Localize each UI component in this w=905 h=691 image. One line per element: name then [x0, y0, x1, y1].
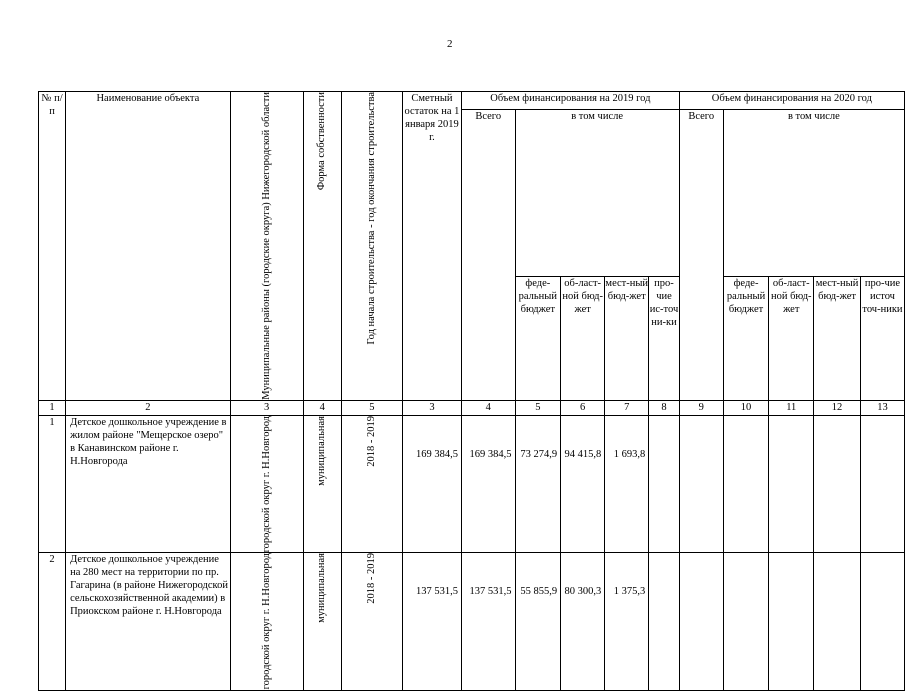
header-regional-2020: об-ласт-ной бюд-жет [769, 276, 814, 400]
column-number: 13 [860, 400, 904, 415]
header-total-2019: Всего [461, 110, 515, 401]
row-regional-2019: 94 415,8 [561, 415, 605, 552]
row-local-2019: 1 375,3 [605, 553, 649, 690]
column-number-row [39, 400, 905, 415]
row-balance: 169 384,5 [402, 415, 461, 552]
header-federal-2020: феде-ральный бюджет [723, 276, 769, 400]
row-name: Детское дошкольное учреждение в жилом районе "Мещерское озеро" в Канавинском районе г. Н.Новгорода [66, 415, 231, 552]
header-name: Наименование объекта [66, 92, 231, 401]
row-regional-2019: 80 300,3 [561, 553, 605, 690]
header-ownership: Форма собственности [303, 92, 341, 401]
row-other-2020 [860, 415, 904, 552]
header-federal-2019: феде-ральный бюджет [515, 276, 561, 400]
header-balance: Сметный остаток на 1 января 2019 г. [402, 92, 461, 401]
row-num: 2 [39, 553, 66, 690]
column-number: 12 [814, 400, 861, 415]
header-total-2020: Всего [679, 110, 723, 401]
row-ownership: муниципальная [303, 415, 341, 552]
table-row [39, 553, 905, 690]
header-including-2019: в том числе [515, 110, 679, 277]
header-local-2020: мест-ный бюд-жет [814, 276, 861, 400]
column-number: 11 [769, 400, 814, 415]
row-federal-2020 [723, 415, 769, 552]
row-federal-2019: 55 855,9 [515, 553, 561, 690]
header-regional-2019: об-ласт-ной бюд-жет [561, 276, 605, 400]
header-fin-2019: Объем финансирования на 2019 год [461, 92, 679, 110]
row-years: 2018 - 2019 [341, 415, 402, 552]
column-number: 10 [723, 400, 769, 415]
column-number: 9 [679, 400, 723, 415]
column-number: 3 [402, 400, 461, 415]
header-local-2019: мест-ный бюд-жет [605, 276, 649, 400]
page-number: 2 [447, 38, 453, 50]
row-district: городской округ г. Н.Новгород [230, 415, 303, 552]
header-including-2020: в том числе [723, 110, 904, 277]
column-number: 7 [605, 400, 649, 415]
column-number: 6 [561, 400, 605, 415]
column-number: 3 [230, 400, 303, 415]
row-total-2019: 169 384,5 [461, 415, 515, 552]
row-total-2020 [679, 415, 723, 552]
financing-table [38, 91, 905, 691]
column-number: 5 [515, 400, 561, 415]
row-local-2020 [814, 553, 861, 690]
column-number: 1 [39, 400, 66, 415]
row-total-2020 [679, 553, 723, 690]
row-local-2020 [814, 415, 861, 552]
header-district: Муниципальные районы (городские округа) Нижегородской области [230, 92, 303, 401]
table-row [39, 415, 905, 552]
column-number: 4 [303, 400, 341, 415]
row-years: 2018 - 2019 [341, 553, 402, 690]
row-name: Детское дошкольное учреждение на 280 мест на территории по пр. Гагарина (в районе Нижегородской сельскохозяйственной академии) в Приокском районе г. Н.Новгорода [66, 553, 231, 690]
row-district: городской округ г. Н.Новгород [230, 553, 303, 690]
row-local-2019: 1 693,8 [605, 415, 649, 552]
column-number: 8 [649, 400, 679, 415]
column-number: 4 [461, 400, 515, 415]
row-other-2020 [860, 553, 904, 690]
header-other-2019: про-чие ис-точ ни-ки [649, 276, 679, 400]
row-regional-2020 [769, 415, 814, 552]
header-years: Год начала строительства - год окончания строительства [341, 92, 402, 401]
header-fin-2020: Объем финансирования на 2020 год [679, 92, 904, 110]
row-other-2019 [649, 553, 679, 690]
row-other-2019 [649, 415, 679, 552]
column-number: 2 [66, 400, 231, 415]
header-num: № п/п [39, 92, 66, 401]
row-total-2019: 137 531,5 [461, 553, 515, 690]
row-balance: 137 531,5 [402, 553, 461, 690]
row-num: 1 [39, 415, 66, 552]
row-federal-2020 [723, 553, 769, 690]
column-number: 5 [341, 400, 402, 415]
row-federal-2019: 73 274,9 [515, 415, 561, 552]
header-other-2020: про-чие источ точ-ники [860, 276, 904, 400]
row-regional-2020 [769, 553, 814, 690]
row-ownership: муниципальная [303, 553, 341, 690]
